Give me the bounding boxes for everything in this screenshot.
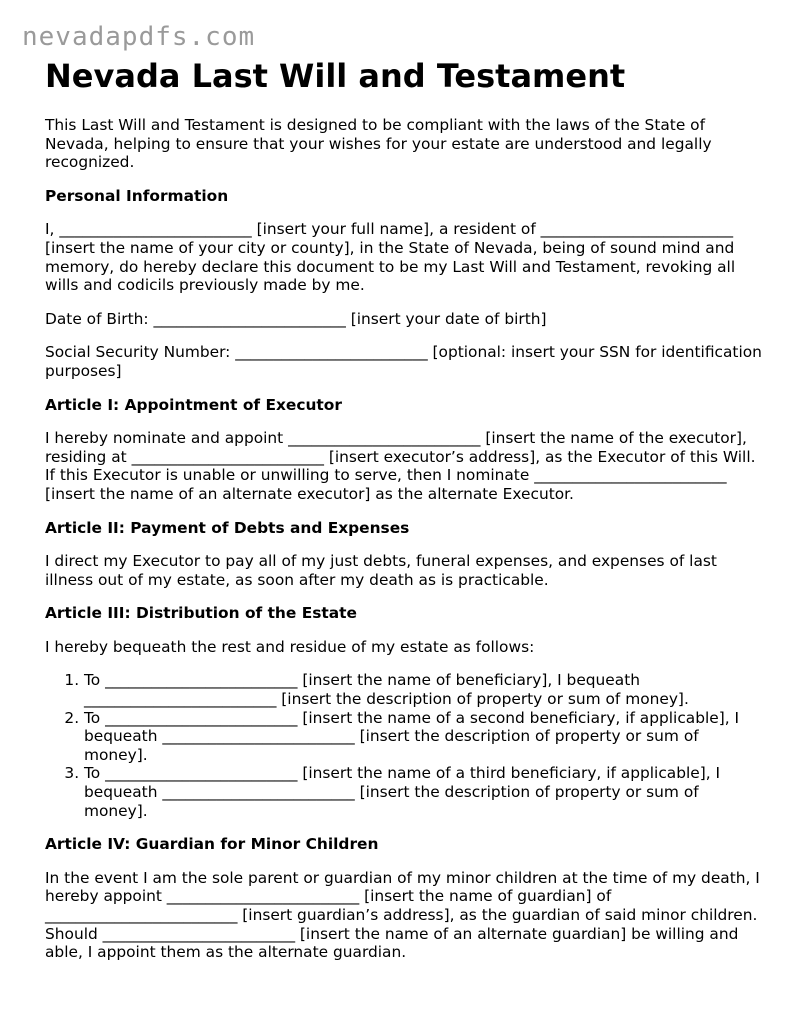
article-4-heading: Article IV: Guardian for Minor Children <box>45 835 379 854</box>
guardian-name-blank: _________________________ <box>166 887 360 906</box>
list-item <box>84 671 765 708</box>
guardian-text-1: In the event I am the sole parent or guardian of my minor children at the time of my death, I hereby appoint <box>45 868 760 906</box>
executor-text-2: [insert the name of the executor], residing at <box>45 429 747 466</box>
full-name-blank: _________________________ <box>59 220 252 239</box>
beneficiary-list <box>45 671 765 820</box>
alternate-executor-blank: _________________________ <box>534 466 727 485</box>
executor-text-3: [insert executor’s address], as the Executor of this Will. If this Executor is unable or unwilling to serve, then I nominate <box>45 447 756 485</box>
dob-hint: [insert your date of birth] <box>345 309 547 328</box>
declaration-text-2: [insert your full name], a resident of <box>251 220 541 239</box>
guardian-text-2: [insert the name of guardian] of <box>359 887 612 906</box>
intro-paragraph: This Last Will and Testament is designed to be compliant with the laws of the State of Nevada, helping to ensure that your wishes for your estate are understood and legally recognized. <box>45 116 712 172</box>
debts-paragraph: I direct my Executor to pay all of my just debts, funeral expenses, and expenses of last illness out of my estate, as soon after my death as is practicable. <box>45 552 717 589</box>
document-body <box>45 56 765 962</box>
bequest-mid-text: [insert the name of a second beneficiary, if applicable], I bequeath <box>84 708 740 746</box>
bequest-to-text: To <box>84 671 106 690</box>
date-of-birth-line <box>45 310 765 329</box>
beneficiary-name-blank: _________________________ <box>105 764 298 783</box>
executor-paragraph <box>45 429 765 503</box>
declaration-text-1: I, <box>45 220 60 239</box>
bequest-end-text: [insert the description of property or sum of money]. <box>84 783 699 820</box>
document-title: Nevada Last Will and Testament <box>45 57 626 95</box>
article-1-heading: Article I: Appointment of Executor <box>45 395 342 414</box>
guardian-address-blank: _________________________ <box>45 906 238 924</box>
property-description-blank: _________________________ <box>162 783 355 802</box>
property-description-blank: _________________________ <box>84 690 277 709</box>
site-watermark: nevadapdfs.com <box>22 22 256 52</box>
property-description-blank: _________________________ <box>162 727 355 746</box>
distribution-intro: I hereby bequeath the rest and residue of my estate as follows: <box>45 637 535 656</box>
beneficiary-name-blank: _________________________ <box>105 671 298 690</box>
alternate-guardian-blank: _________________________ <box>102 924 296 943</box>
article-2-heading: Article II: Payment of Debts and Expenses <box>45 518 410 537</box>
bequest-to-text: To <box>84 708 106 727</box>
beneficiary-name-blank: _________________________ <box>105 708 298 727</box>
guardian-text-4: [insert the name of an alternate guardian] be willing and able, I appoint them as the alternate guardian. <box>45 924 739 962</box>
ssn-hint: [optional: insert your SSN for identification purposes] <box>45 343 762 380</box>
executor-address-blank: _________________________ <box>131 447 324 466</box>
ssn-label: Social Security Number: <box>45 343 236 362</box>
bequest-end-text: [insert the description of property or sum of money]. <box>276 690 689 709</box>
list-item <box>84 709 765 765</box>
declaration-paragraph <box>45 220 765 294</box>
executor-name-blank: _________________________ <box>288 429 481 448</box>
ssn-blank: _________________________ <box>235 343 428 362</box>
article-3-heading: Article III: Distribution of the Estate <box>45 604 357 623</box>
dob-blank: _________________________ <box>153 309 346 328</box>
personal-info-heading: Personal Information <box>45 186 229 205</box>
guardian-paragraph <box>45 869 765 962</box>
guardian-text-3: [insert guardian’s address], as the guardian of said minor children. Should <box>45 906 758 943</box>
city-county-blank: _________________________ <box>540 220 734 239</box>
dob-label: Date of Birth: <box>45 309 154 328</box>
executor-text-1: I hereby nominate and appoint <box>45 429 289 448</box>
executor-text-4: [insert the name of an alternate executor] as the alternate Executor. <box>45 484 574 503</box>
bequest-to-text: To <box>84 764 106 783</box>
list-item <box>84 764 765 820</box>
declaration-text-3: [insert the name of your city or county], in the State of Nevada, being of sound mind and memory, do hereby declare this document to be my Last Will and Testament, revoking all wills and codicils previously made by me. <box>45 238 736 295</box>
ssn-line <box>45 343 765 380</box>
bequest-mid-text: [insert the name of beneficiary], I bequeath <box>297 671 641 690</box>
bequest-end-text: [insert the description of property or sum of money]. <box>84 727 699 764</box>
bequest-mid-text: [insert the name of a third beneficiary, if applicable], I bequeath <box>84 764 721 802</box>
